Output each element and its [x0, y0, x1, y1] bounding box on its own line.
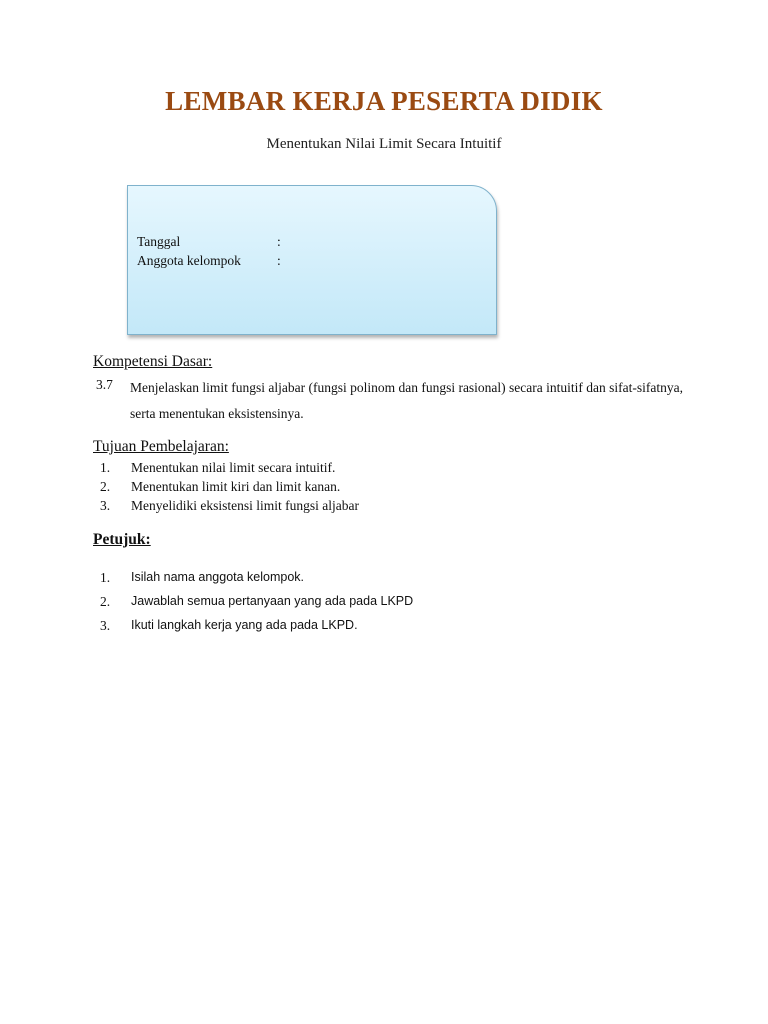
info-label-anggota: Anggota kelompok	[137, 253, 241, 268]
list-number: 2.	[100, 594, 111, 609]
petunjuk-heading: Petujuk:	[93, 531, 151, 548]
list-text: Ikuti langkah kerja yang ada pada LKPD.	[131, 618, 358, 632]
info-row-anggota	[137, 253, 281, 269]
list-text: Isilah nama anggota kelompok.	[131, 570, 305, 584]
list-number: 2.	[100, 479, 111, 494]
kompetensi-dasar-heading: Kompetensi Dasar:	[93, 353, 213, 370]
info-box	[127, 185, 497, 335]
page-title: LEMBAR KERJA PESERTA DIDIK	[165, 86, 603, 116]
kompetensi-dasar-number: 3.7	[96, 377, 113, 392]
page-subtitle: Menentukan Nilai Limit Secara Intuitif	[266, 136, 502, 152]
info-separator: :	[277, 253, 281, 268]
info-separator: :	[277, 234, 281, 249]
list-text: Menentukan limit kiri dan limit kanan.	[131, 479, 341, 494]
list-text: Jawablah semua pertanyaan yang ada pada LKPD	[131, 594, 414, 608]
list-text: Menyelidiki eksistensi limit fungsi aljabar	[131, 498, 359, 513]
list-number: 1.	[100, 460, 111, 475]
list-number: 1.	[100, 570, 111, 585]
tujuan-pembelajaran-heading: Tujuan Pembelajaran:	[93, 438, 229, 455]
info-label-tanggal: Tanggal	[137, 234, 181, 249]
list-text: Menentukan nilai limit secara intuitif.	[131, 460, 336, 475]
info-row-tanggal	[137, 234, 281, 250]
kompetensi-dasar-text: Menjelaskan limit fungsi aljabar (fungsi polinom dan fungsi rasional) secara intuitif dan sifat-sifatnya, serta menentukan eksistensinya.	[130, 380, 683, 421]
list-number: 3.	[100, 618, 111, 633]
list-number: 3.	[100, 498, 111, 513]
